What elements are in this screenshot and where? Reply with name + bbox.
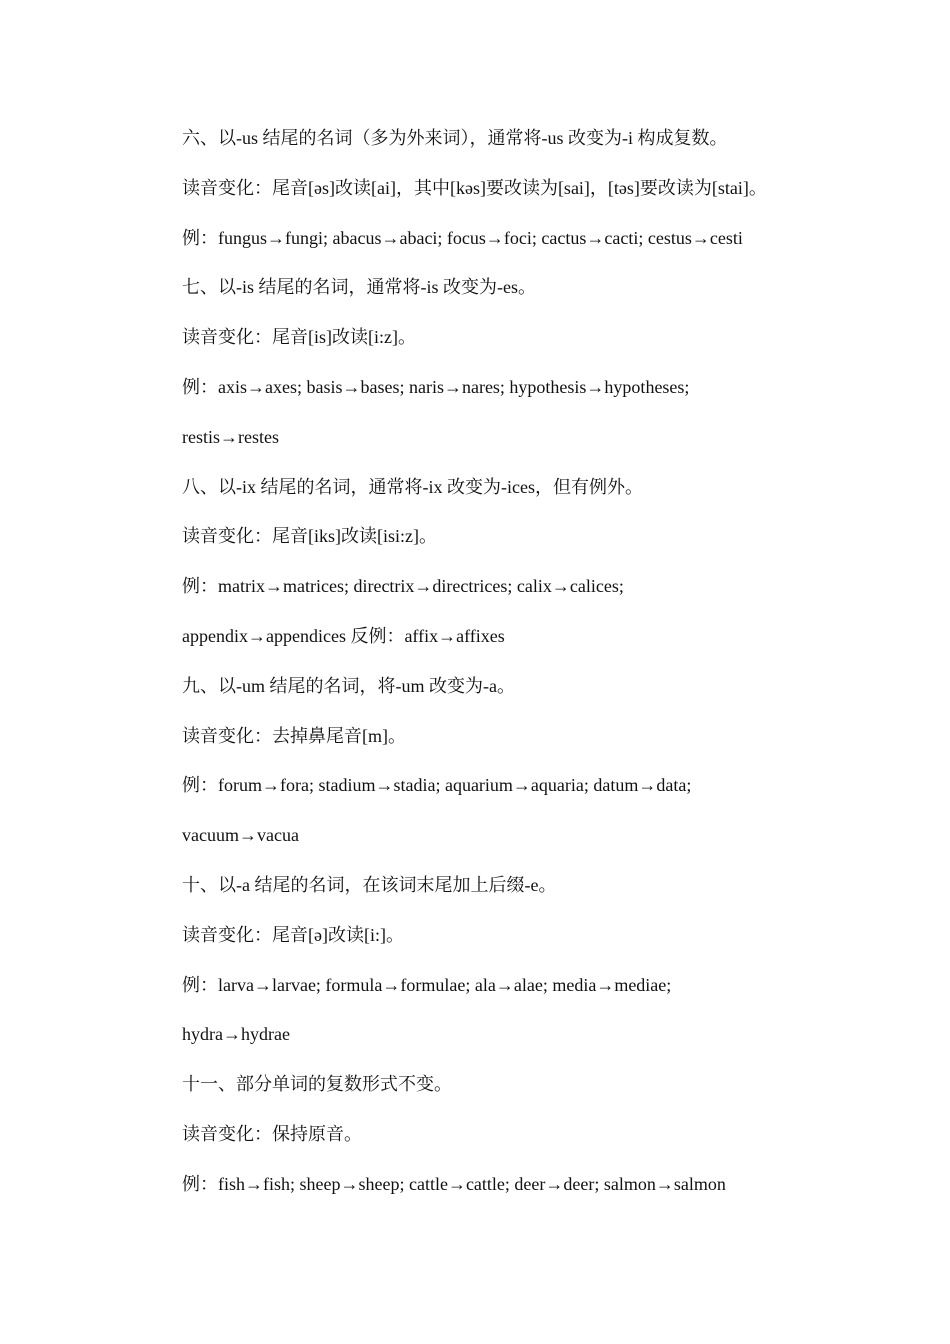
example-line: 例：fish→fish; sheep→sheep; cattle→cattle; deer→deer; salmon→salmon — [182, 1173, 726, 1194]
example-line-continued: appendix→appendices 反例：affix→affixes — [182, 625, 505, 646]
example-line-continued: hydra→hydrae — [182, 1024, 290, 1045]
pronunciation-note: 读音变化：保持原音。 — [182, 1123, 362, 1144]
section-heading-8: 八、以-ix 结尾的名词，通常将-ix 改变为-ices，但有例外。 — [182, 476, 643, 497]
pronunciation-note: 读音变化：去掉鼻尾音[m]。 — [182, 725, 406, 746]
pronunciation-note: 读音变化：尾音[is]改读[i:z]。 — [182, 327, 416, 348]
example-line-continued: restis→restes — [182, 426, 279, 447]
example-line: 例：larva→larvae; formula→formulae; ala→alae; media→mediae; — [182, 974, 672, 995]
pronunciation-note: 读音变化：尾音[əs]改读[ai]，其中[kəs]要改读为[sai]，[təs]要改读为[stai]。 — [182, 177, 767, 198]
section-heading-9: 九、以-um 结尾的名词，将-um 改变为-a。 — [182, 675, 515, 696]
example-line: 例：axis→axes; basis→bases; naris→nares; hypothesis→hypotheses; — [182, 376, 690, 397]
example-line-continued: vacuum→vacua — [182, 825, 299, 846]
section-heading-7: 七、以-is 结尾的名词，通常将-is 改变为-es。 — [182, 277, 536, 298]
document-body — [182, 123, 882, 1219]
pronunciation-note: 读音变化：尾音[iks]改读[isi:z]。 — [182, 526, 437, 547]
section-heading-10: 十、以-a 结尾的名词，在该词末尾加上后缀-e。 — [182, 874, 557, 895]
pronunciation-note: 读音变化：尾音[ə]改读[i:]。 — [182, 924, 404, 945]
example-line: 例：forum→fora; stadium→stadia; aquarium→aquaria; datum→data; — [182, 775, 692, 796]
section-heading-11: 十一、部分单词的复数形式不变。 — [182, 1074, 452, 1095]
example-line: 例：fungus→fungi; abacus→abaci; focus→foci; cactus→cacti; cestus→cesti — [182, 227, 743, 248]
example-line: 例：matrix→matrices; directrix→directrices; calix→calices; — [182, 576, 624, 597]
section-heading-6: 六、以-us 结尾的名词（多为外来词），通常将-us 改变为-i 构成复数。 — [182, 128, 728, 148]
